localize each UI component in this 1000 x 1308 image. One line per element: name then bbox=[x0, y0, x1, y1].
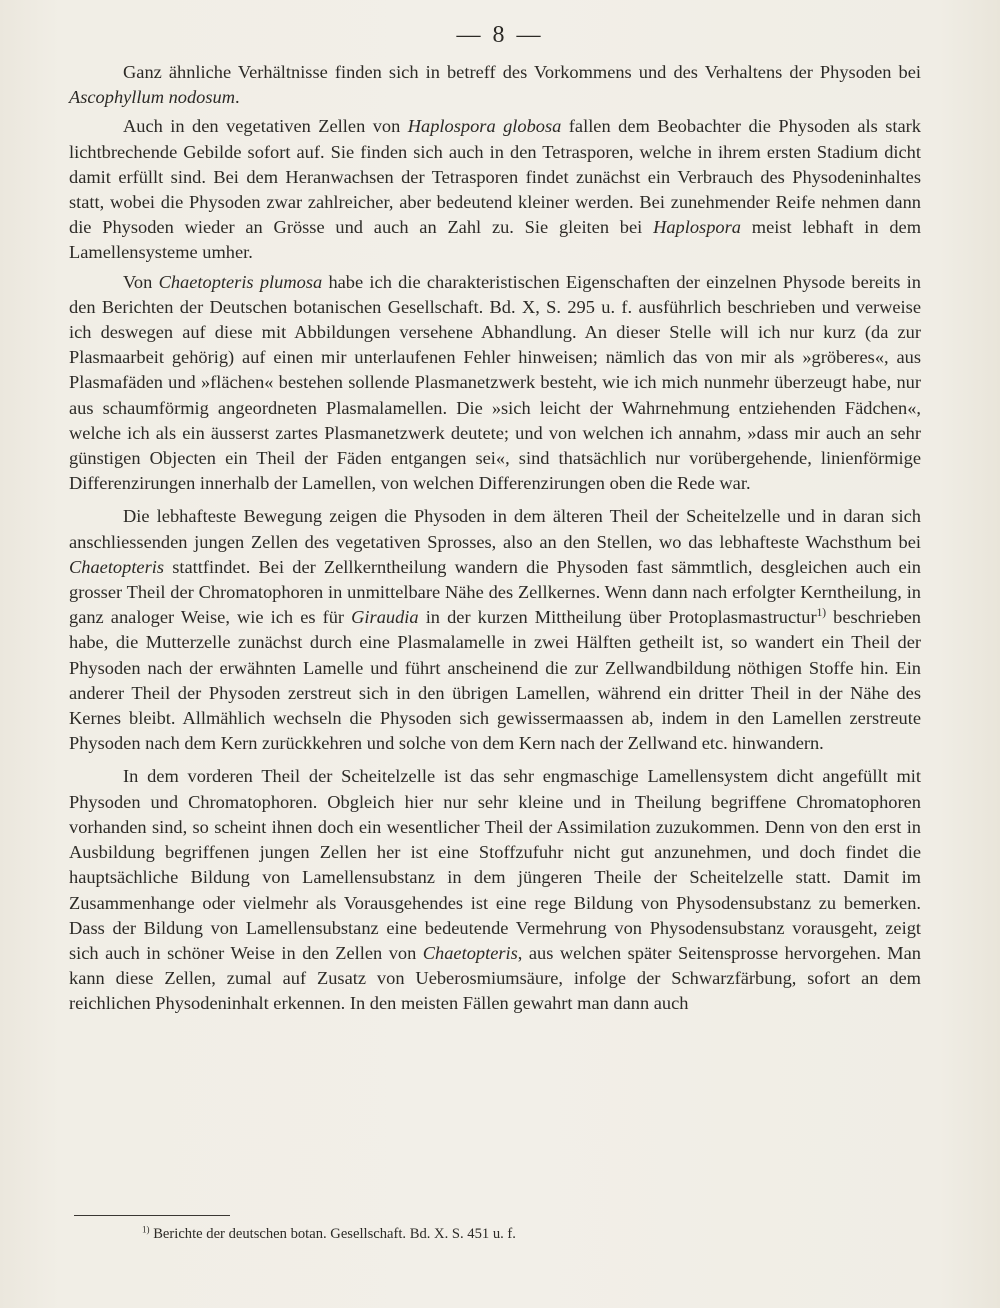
text-run: Die lebhafteste Bewegung zeigen die Physoden in dem älteren Theil der Scheitelzelle und in daran sich anschliessenden jungen Zellen des vegetativen Sprosses, also an den Stellen, wo das lebhafteste Wachsthum bei bbox=[69, 506, 921, 552]
body-text bbox=[69, 60, 921, 1017]
text-run: in der kurzen Mittheilung über Protoplasmastructur bbox=[418, 607, 817, 628]
text-run: Ganz ähnliche Verhältnisse finden sich in betreff des Vorkommens und des Verhaltens der Physoden bei bbox=[123, 62, 921, 82]
text-run: habe ich die charakteristischen Eigenschaften der einzelnen Physode bereits in den Berichten der Deutschen botanischen Gesellschaft. Bd. X, S. 295 u. f. ausführlich beschrieben und verweise ich deswegen auf diese mit Abbildungen versehene Abhandlung. An dieser Stelle will ich nur kurz (da zur Plasmaarbeit gehörig) auf einen mir unterlaufenen Fehler hinweisen; nämlich das von mir als »gröberes«, aus Plasmafäden und »flächen« bestehen sollende Plasmanetzwerk besteht, wie ich mich nunmehr überzeugt habe, nur aus schaumförmig angeordneten Plasmalamellen. Die »sich leicht der Wahrnehmung entziehenden Fädchen«, welche ich als ein äusserst zartes Plasmanetzwerk deutete; und von welchen ich annahm, »dass mir auch an sehr günstigen Objecten ein Theil der Fäden entgangen sei«, sind thatsächlich nur vorübergehende, linienförmige Differenzirungen innerhalb der Lamellen, von welchen Differenzirungen oben die Rede war. bbox=[69, 271, 921, 494]
paragraph bbox=[69, 270, 921, 497]
paragraph bbox=[69, 764, 921, 1016]
italic-term: Ascophyllum nodosum bbox=[69, 87, 236, 108]
italic-term: Haplospora globosa bbox=[407, 116, 562, 137]
text-run: beschrieben habe, die Mutterzelle zunächst durch eine Plasmalamelle in zwei Hälften getheilt ist, so wandert ein Theil der Physoden nach der erwähnten Lamelle und führt anscheinend die zur Zellwandbildung nöthigen Stoffe hin. Ein anderer Theil der Physoden zerstreut sich in den übrigen Lamellen, während ein dritter Theil in der Nähe des Kernes bleibt. Allmählich wechseln die Physoden sich gewissermaassen ab, indem in den Lamellen zerstreute Physoden nach dem Kern zurückkehren und solche von dem Kern nach der Zellwand etc. hinwandern. bbox=[69, 607, 922, 754]
text-run: , aus welchen später Seitensprosse hervorgehen. Man kann diese Zellen, zumal auf Zusatz von Ueberosmiumsäure, infolge der Schwarzfärbung, sofort an dem reichlichen Physodeninhalt erkennen. In den meisten Fällen gewahrt man dann auch bbox=[69, 942, 921, 1014]
text-run: Auch in den vegetativen Zellen von bbox=[123, 116, 408, 137]
paragraph bbox=[69, 504, 921, 756]
footnote-text: Berichte der deutschen botan. Gesellschaft. Bd. X. S. 451 u. f. bbox=[153, 1226, 516, 1242]
footnote-reference: 1) bbox=[816, 607, 827, 620]
text-run: Von bbox=[123, 271, 159, 292]
italic-term: Giraudia bbox=[351, 607, 419, 628]
text-run: meist lebhaft in dem Lamellensysteme umher. bbox=[69, 217, 922, 263]
text-run: In dem vorderen Theil der Scheitelzelle ist das sehr engmaschige Lamellensystem dicht angefüllt mit Physoden und Chromatophoren. Obgleich hier nur sehr kleine und in Theilung begriffene Chromatophoren vorhanden sind, so scheint ihnen doch ein wesentlicher Theil der Assimilation zuzukommen. Denn von den erst in Ausbildung begriffenen jungen Zellen her ist eine Stoffzufuhr nicht gut anzunehmen, und doch findet die hauptsächliche Bildung von Lamellensubstanz in dem jüngeren Theile der Scheitelzelle statt. Damit im Zusammenhange oder vielmehr als Vorausgehendes ist eine rege Bildung von Physodensubstanz zu bemerken. Dass der Bildung von Lamellensubstanz eine bedeutende Vermehrung von Physodensubstanz vorausgeht, zeigt sich auch in schöner Weise in den Zellen von bbox=[69, 766, 921, 963]
paragraph bbox=[69, 60, 921, 110]
italic-term: Chaetopteris bbox=[69, 556, 165, 577]
footnote-marker: 1) bbox=[142, 1224, 150, 1235]
italic-term: Chaetopteris plumosa bbox=[158, 271, 323, 292]
text-run: . bbox=[235, 87, 240, 108]
text-run: stattfindet. Bei der Zellkerntheilung wandern die Physoden fast sämmtlich, desgleichen auch ein grosser Theil der Chromatophoren in unmittelbare Nähe des Zellkernes. Wenn dann nach erfolgter Kerntheilung, in ganz analoger Weise, wie ich es für bbox=[69, 556, 921, 628]
italic-term: Chaetopteris bbox=[422, 942, 518, 963]
text-run: fallen dem Beobachter die Physoden als stark lichtbrechende Gebilde sofort auf. Sie finden sich auch in den Tetrasporen, welche in ihrem ersten Stadium dicht damit erfüllt sind. Bei dem Heranwachsen der Tetrasporen findet zunächst ein Verbrauch des Physodeninhaltes statt, wobei die Physoden zwar zahlreicher, aber bedeutend kleiner werden. Bei zunehmender Reife nehmen dann die Physoden wieder an Grösse und auch an Zahl zu. Sie gleiten bei bbox=[69, 116, 921, 238]
footnote-separator bbox=[74, 1215, 230, 1216]
italic-term: Haplospora bbox=[653, 217, 741, 238]
footnote bbox=[142, 1224, 842, 1244]
page-number: — 8 — bbox=[456, 22, 544, 48]
paragraph bbox=[69, 114, 921, 265]
